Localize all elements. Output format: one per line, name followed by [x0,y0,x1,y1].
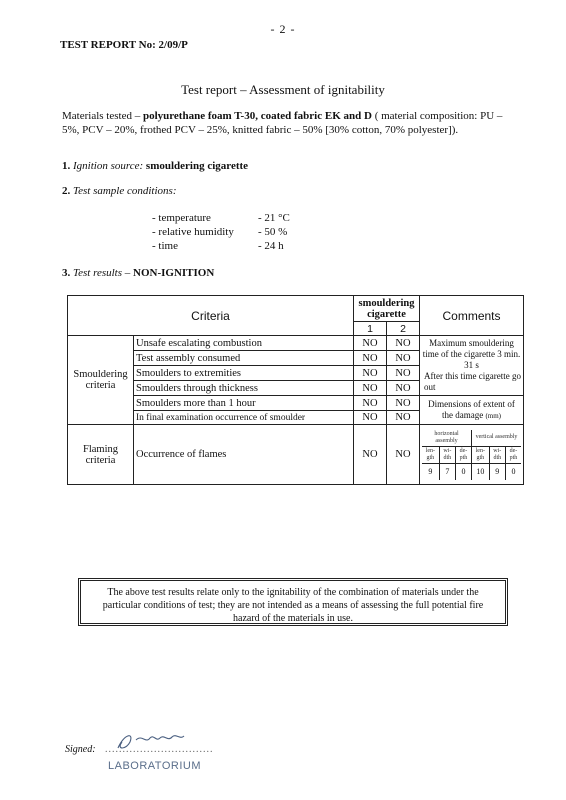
materials-composition: ( material composition: PU – 5%, PCV – 20%, frothed PCV – 25%, knitted fabric – 50% [30% cotton, 70% polyester]). [62,110,503,136]
dim-head: len-gth [471,447,489,464]
damage-dimensions-cell [420,425,524,485]
criterion-cell: In final examination occurrence of smoulder [134,411,354,425]
result-cell: NO [354,411,387,425]
section-label: Test results [73,267,123,279]
dim-vertical-header: vertical assembly [471,430,521,447]
result-cell: NO [354,396,387,411]
header-comments: Comments [420,296,524,336]
comment-damage-label: Dimensions of extent of the damage [428,398,515,420]
result-cell: NO [387,425,420,485]
laboratory-stamp: LABORATORIUM [108,760,201,772]
dim-value: 7 [439,464,455,480]
report-number: TEST REPORT No: 2/09/P [60,39,188,51]
materials-name: polyurethane foam T-30, coated fabric EK and D [142,110,372,122]
header-criteria: Criteria [68,296,354,336]
condition-value: - 24 h [258,240,284,252]
group-flaming-criteria: Flaming criteria [68,425,134,485]
signature-line: ............................... [105,744,214,755]
header-smouldering-cigarette: smouldering cigarette [354,296,420,322]
section-dash: – [122,267,134,279]
criterion-cell: Smoulders to extremities [134,366,354,381]
results-table [67,295,524,485]
criterion-cell: Unsafe escalating combustion [134,336,354,351]
section-number: 2. [62,185,73,197]
section-label: Ignition source: [73,160,144,172]
criterion-cell: Smoulders more than 1 hour [134,396,354,411]
result-cell: NO [387,396,420,411]
section-sample-conditions [62,185,177,197]
section-value: NON-IGNITION [133,267,215,279]
materials-prefix: Materials tested – [62,110,143,122]
damage-dimensions-table [422,430,521,480]
result-cell: NO [387,351,420,366]
result-cell: NO [354,336,387,351]
materials-tested [62,109,517,137]
section-value: smouldering cigarette [143,160,249,172]
condition-value: - 50 % [258,226,288,238]
dim-head: len-gth [422,447,439,464]
dim-value: 0 [505,464,521,480]
result-cell: NO [387,366,420,381]
dim-value: 9 [489,464,505,480]
disclaimer-note: The above test results relate only to the ignitability of the combination of materials under the particular conditions of test; they are not intended as a means of assessing the full potential fire hazard of the materials in use. [78,578,508,626]
criterion-cell: Occurrence of flames [134,425,354,485]
comment-smouldering-time [420,336,524,396]
condition-name: - time [152,240,178,252]
condition-name: - relative humidity [152,226,234,238]
dim-head: wi-dth [439,447,455,464]
dim-horizontal-header: horizontal assembly [422,430,471,447]
condition-name: - temperature [152,212,211,224]
criterion-cell: Smoulders through thickness [134,381,354,396]
group-smouldering-criteria: Smouldering criteria [68,336,134,425]
section-number: 3. [62,267,73,279]
comment-go-out: After this time cigarette go out [424,371,521,392]
result-cell: NO [354,425,387,485]
signed-label: Signed: [65,744,96,755]
comment-damage-dimensions [420,396,524,425]
header-test-2: 2 [387,322,420,336]
condition-value: - 21 °C [258,212,290,224]
criterion-cell: Test assembly consumed [134,351,354,366]
page-number: - 2 - [270,22,296,36]
result-cell: NO [354,366,387,381]
comment-damage-unit: (mm) [485,411,502,420]
header-test-1: 1 [354,322,387,336]
handwritten-signature [112,728,192,754]
result-cell: NO [354,351,387,366]
comment-max-time: Maximum smouldering time of the cigarette 3 min. 31 s [422,338,521,370]
section-ignition-source [62,160,248,172]
dim-head: de-pth [455,447,471,464]
dim-head: de-pth [505,447,521,464]
result-cell: NO [387,336,420,351]
result-cell: NO [354,381,387,396]
dim-head: wi-dth [489,447,505,464]
page-title: Test report – Assessment of ignitability [181,82,385,97]
section-label: Test sample conditions: [73,185,177,197]
dim-value: 0 [455,464,471,480]
dim-value: 9 [422,464,439,480]
result-cell: NO [387,381,420,396]
result-cell: NO [387,411,420,425]
section-number: 1. [62,160,73,172]
section-test-results [62,267,214,279]
dim-value: 10 [471,464,489,480]
